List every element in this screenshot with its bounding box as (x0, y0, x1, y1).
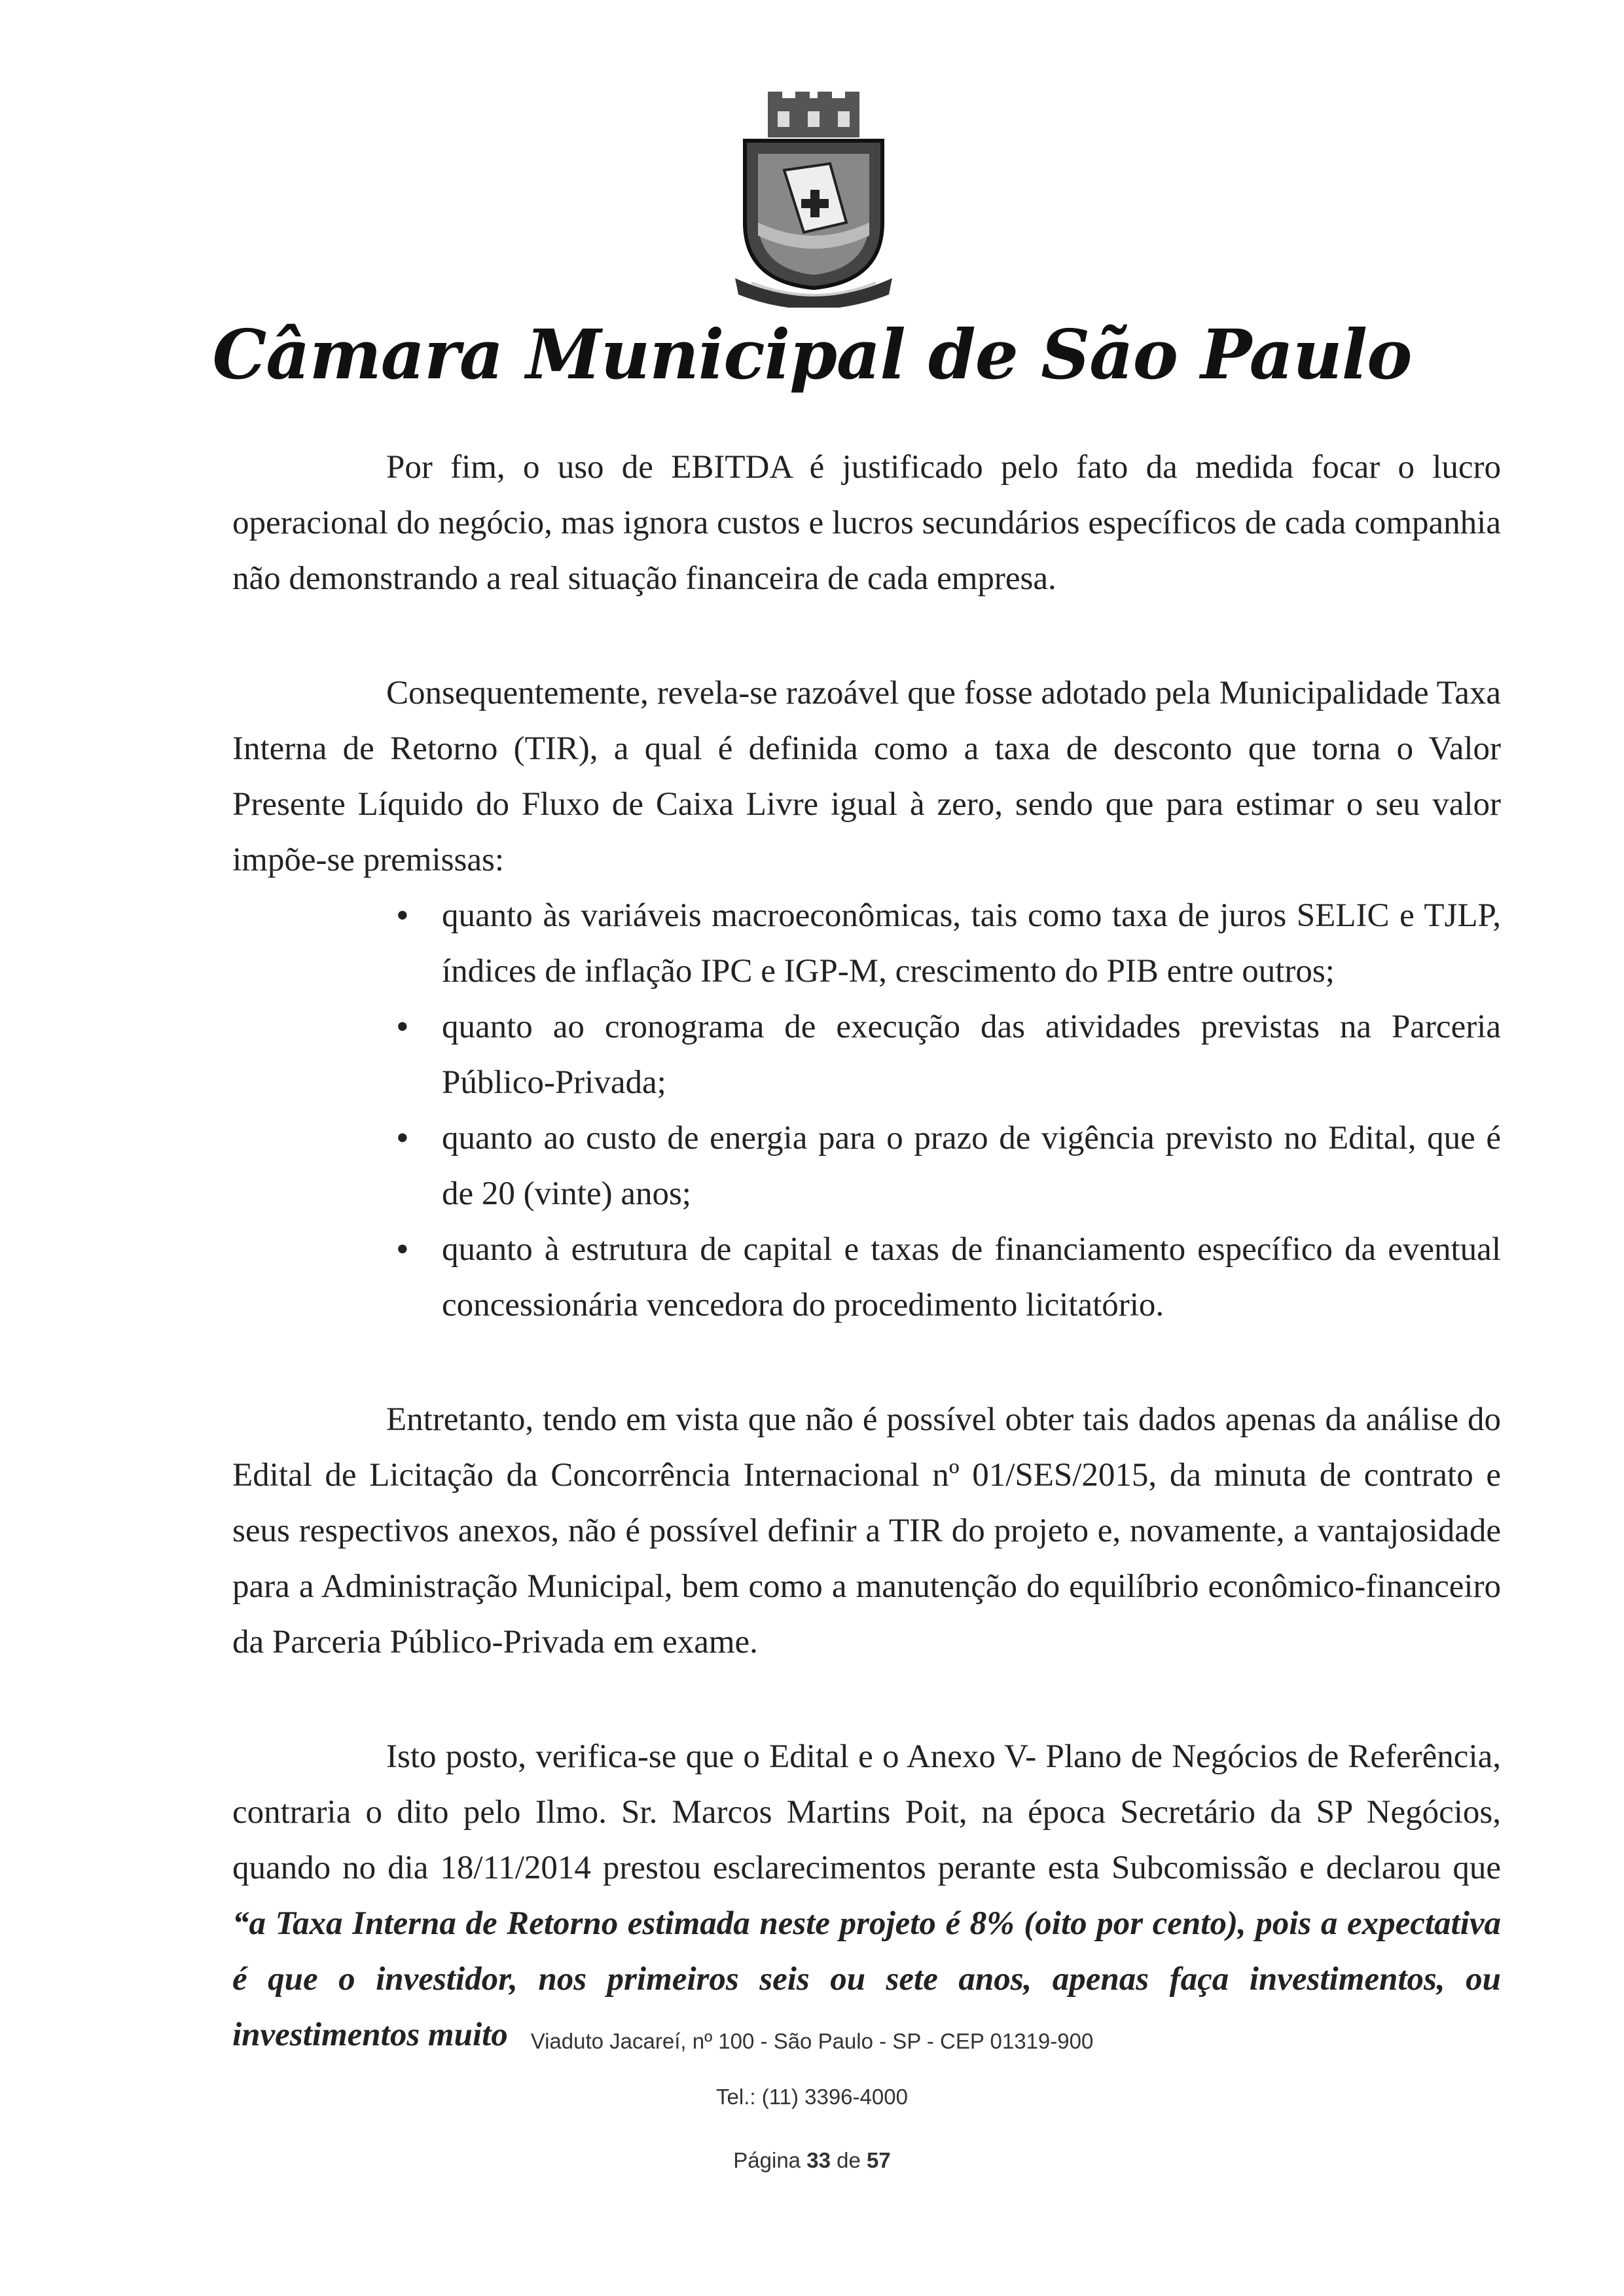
list-item: • quanto às variáveis macroeconômicas, tais como taxa de juros SELIC e TJLP, índices de inflação IPC e IGP-M, crescimento do PIB entre outros; (442, 888, 1501, 999)
municipal-coat-of-arms-icon (732, 92, 895, 308)
page-current: 33 (806, 2148, 831, 2172)
paragraph-entretanto: Entretanto, tendo em vista que não é possível obter tais dados apenas da análise do Edital de Licitação da Concorrência Internacional nº 01/SES/2015, da minuta de contrato e seus respectivos anexos, não é possível definir a TIR do projeto e, novamente, a vantajosidade para a Administração Municipal, bem como a manutenção do equilíbrio econômico-financeiro da Parceria Público-Privada em exame. (232, 1401, 1501, 1660)
page-prefix: Página (733, 2148, 801, 2172)
list-item: • quanto à estrutura de capital e taxas de financiamento específico da eventual concessionária vencedora do procedimento licitatório. (442, 1222, 1501, 1333)
footer-address: Viaduto Jacareí, nº 100 - São Paulo - SP - CEP 01319-900 (530, 2029, 1094, 2053)
footer-phone: Tel.: (11) 3396-4000 (716, 2085, 908, 2109)
premises-list (232, 888, 1501, 1333)
paragraph-ebitda: Por fim, o uso de EBITDA é justificado pelo fato da medida focar o lucro operacional do negócio, mas ignora custos e lucros secundários específicos de cada companhia não demonstrando a real situação financeira de cada empresa. (232, 449, 1501, 597)
page-of: de (837, 2148, 861, 2172)
paragraph-isto-posto (232, 1729, 1501, 2063)
document-body (232, 440, 1501, 2063)
page-title: Câmara Municipal de São Paulo (212, 314, 1412, 395)
list-item: • quanto ao cronograma de execução das atividades previstas na Parceria Público-Privada; (442, 999, 1501, 1111)
paragraph-tir: Consequentemente, revela-se razoável que fosse adotado pela Municipalidade Taxa Interna de Retorno (TIR), a qual é definida como a taxa de desconto que torna o Valor Presente Líquido do Fluxo de Caixa Livre igual à zero, sendo que para estimar o seu valor impõe-se premissas: (232, 675, 1501, 878)
paragraph-isto-posto-text: Isto posto, verifica-se que o Edital e o Anexo V- Plano de Negócios de Referência, contraria o dito pelo Ilmo. Sr. Marcos Martins Poit, na época Secretário da SP Negócios, quando no dia 18/11/2014 prestou esclarecimentos perante esta Subcomissão e declarou que (232, 1738, 1501, 1886)
list-item: • quanto ao custo de energia para o prazo de vigência previsto no Edital, que é de 20 (vinte) anos; (442, 1111, 1501, 1222)
page-number (0, 2148, 1624, 2173)
page-total: 57 (867, 2148, 891, 2172)
quoted-statement: “a Taxa Interna de Retorno estimada neste projeto é 8% (oito por cento), pois a expectativa é que o investidor, nos primeiros seis ou sete anos, apenas faça investimentos, ou investimentos muito (232, 1905, 1501, 2053)
